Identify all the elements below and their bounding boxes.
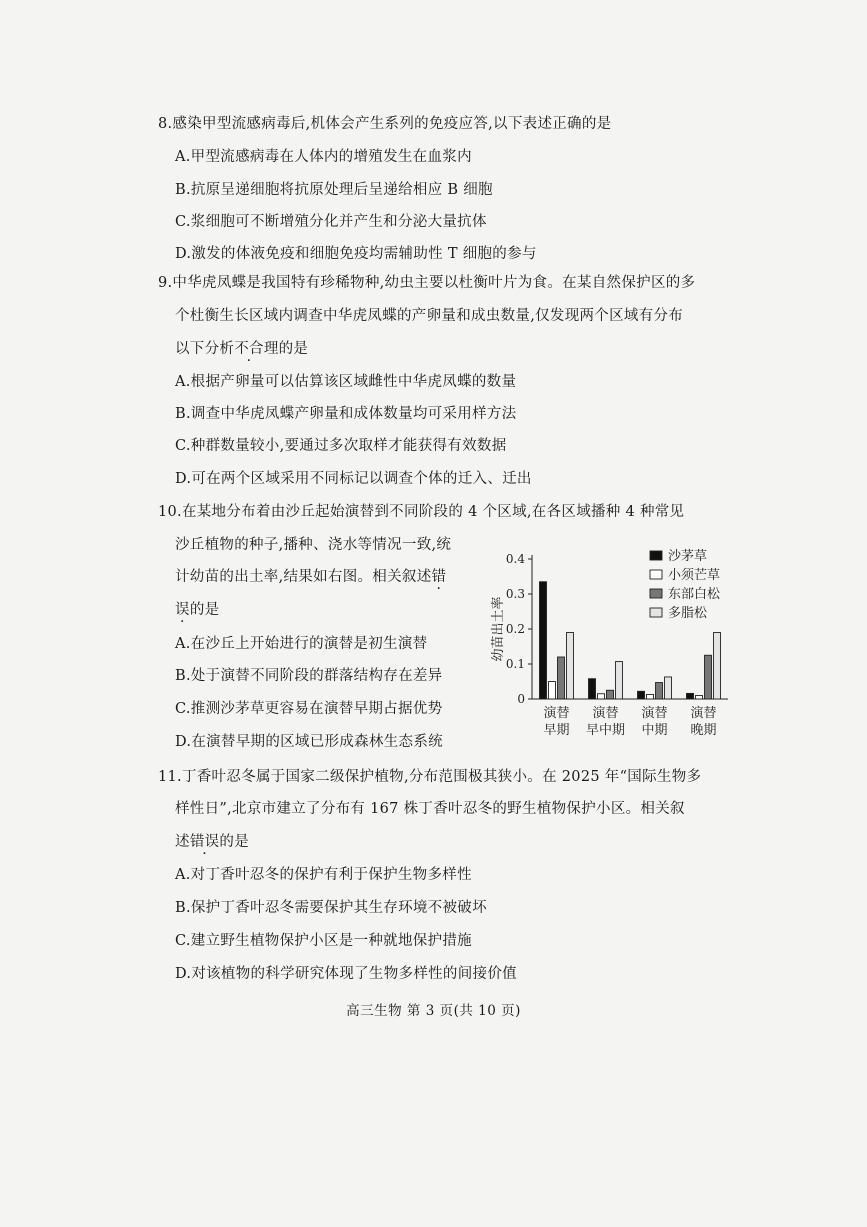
legend-label: 东部白松 xyxy=(668,587,721,602)
bar xyxy=(665,677,672,699)
y-tick-label: 0.2 xyxy=(505,622,525,636)
y-tick-label: 0.4 xyxy=(505,552,525,566)
bar xyxy=(558,657,565,699)
y-tick-label: 0.3 xyxy=(505,587,525,601)
x-tick-label: 演替 xyxy=(641,706,668,721)
q11-option-c: C.建立野生植物保护小区是一种就地保护措施 xyxy=(175,933,472,949)
bar xyxy=(567,633,574,700)
q10-option-d: D.在演替早期的区域已形成森林生态系统 xyxy=(175,734,443,750)
bar xyxy=(598,694,605,699)
q8-option-c: C.浆细胞可不断增殖分化并产生和分泌大量抗体 xyxy=(175,214,487,230)
bar xyxy=(687,693,694,699)
x-tick-label: 早期 xyxy=(543,723,570,738)
y-axis-label: 幼苗出土率 xyxy=(491,596,506,662)
emphasis-wrong-1: 错 xyxy=(431,569,447,585)
emphasis-wrong: 错误 xyxy=(189,834,220,850)
q9-option-c: C.种群数量较小,要通过多次取样才能获得有效数据 xyxy=(175,438,507,454)
q9-option-a: A.根据产卵量可以估算该区域雌性中华虎凤蝶的数量 xyxy=(175,374,517,390)
emphasis-wrong-2: 误 xyxy=(175,602,190,618)
bar xyxy=(638,691,645,699)
q8-option-a: A.甲型流感病毒在人体内的增殖发生在血浆内 xyxy=(175,149,472,165)
bar xyxy=(647,694,654,699)
page-footer: 高三生物 第 3 页(共 10 页) xyxy=(346,1003,521,1019)
q11-stem-line-1: 11.丁香叶忍冬属于国家二级保护植物,分布范围极其狭小。在 2025 年“国际生物多 xyxy=(158,769,702,785)
q9-stem-line-2: 个杜衡生长区域内调查中华虎凤蝶的产卵量和成虫数量,仅发现两个区域有分布 xyxy=(175,308,684,324)
legend-swatch xyxy=(650,608,662,617)
x-tick-label: 演替 xyxy=(690,706,717,721)
bar xyxy=(705,655,712,699)
bar xyxy=(549,682,556,700)
q11-option-d: D.对该植物的科学研究体现了生物多样性的间接价值 xyxy=(175,966,517,982)
x-tick-label: 中期 xyxy=(641,723,668,738)
q11-stem-line-2: 样性日”,北京市建立了分布有 167 株丁香叶忍冬的野生植物保护小区。相关叙 xyxy=(175,801,685,817)
q10-option-c: C.推测沙茅草更容易在演替早期占据优势 xyxy=(175,701,443,717)
legend-label: 沙茅草 xyxy=(668,549,708,564)
q11-stem-line-3: 述错误的是 xyxy=(175,834,250,850)
bar xyxy=(714,633,721,700)
x-tick-label: 演替 xyxy=(592,706,619,721)
emphasis-not: 不合 xyxy=(234,341,264,357)
q8-stem: 8.感染甲型流感病毒后,机体会产生系列的免疫应答,以下表述正确的是 xyxy=(158,116,612,132)
q11-option-b: B.保护丁香叶忍冬需要保护其生存环境不被破坏 xyxy=(175,900,487,916)
q9-stem-line-1: 9.中华虎凤蝶是我国特有珍稀物种,幼虫主要以杜衡叶片为食。在某自然保护区的多 xyxy=(158,275,696,291)
q11-option-a: A.对丁香叶忍冬的保护有利于保护生物多样性 xyxy=(175,867,472,883)
q10-option-a: A.在沙丘上开始进行的演替是初生演替 xyxy=(175,636,428,652)
bar xyxy=(540,582,547,699)
y-tick-label: 0.1 xyxy=(505,657,525,671)
bar xyxy=(696,696,703,700)
legend-swatch xyxy=(650,589,662,598)
x-tick-label: 早中期 xyxy=(585,723,626,738)
q10-stem-line-4: 误的是 xyxy=(175,602,220,618)
q10-option-b: B.处于演替不同阶段的群落结构存在差异 xyxy=(175,668,443,684)
legend-label: 小须芒草 xyxy=(668,568,721,583)
bar xyxy=(607,690,614,699)
bar xyxy=(589,679,596,699)
bar xyxy=(616,662,623,699)
bar xyxy=(656,683,663,699)
legend-swatch xyxy=(650,570,662,579)
legend-swatch xyxy=(650,551,662,560)
x-tick-label: 晚期 xyxy=(690,723,717,738)
q10-stem-line-3: 计幼苗的出土率,结果如右图。相关叙述错 xyxy=(175,569,447,585)
q9-option-d: D.可在两个区域采用不同标记以调查个体的迁入、迁出 xyxy=(175,471,532,487)
q8-option-d: D.激发的体液免疫和细胞免疫均需辅助性 T 细胞的参与 xyxy=(175,246,537,262)
q9-option-b: B.调查中华虎凤蝶产卵量和成体数量均可采用样方法 xyxy=(175,406,517,422)
seedling-emergence-chart xyxy=(488,545,738,740)
q10-stem-line-1: 10.在某地分布着由沙丘起始演替到不同阶段的 4 个区域,在各区域播种 4 种常见 xyxy=(158,504,685,520)
q9-stem-line-3: 以下分析不合理的是 xyxy=(175,341,309,357)
x-tick-label: 演替 xyxy=(543,706,570,721)
legend-label: 多脂松 xyxy=(668,606,708,621)
q8-option-b: B.抗原呈递细胞将抗原处理后呈递给相应 B 细胞 xyxy=(175,182,493,198)
q10-stem-line-2: 沙丘植物的种子,播种、浇水等情况一致,统 xyxy=(175,537,452,553)
y-tick-label: 0 xyxy=(517,692,525,706)
